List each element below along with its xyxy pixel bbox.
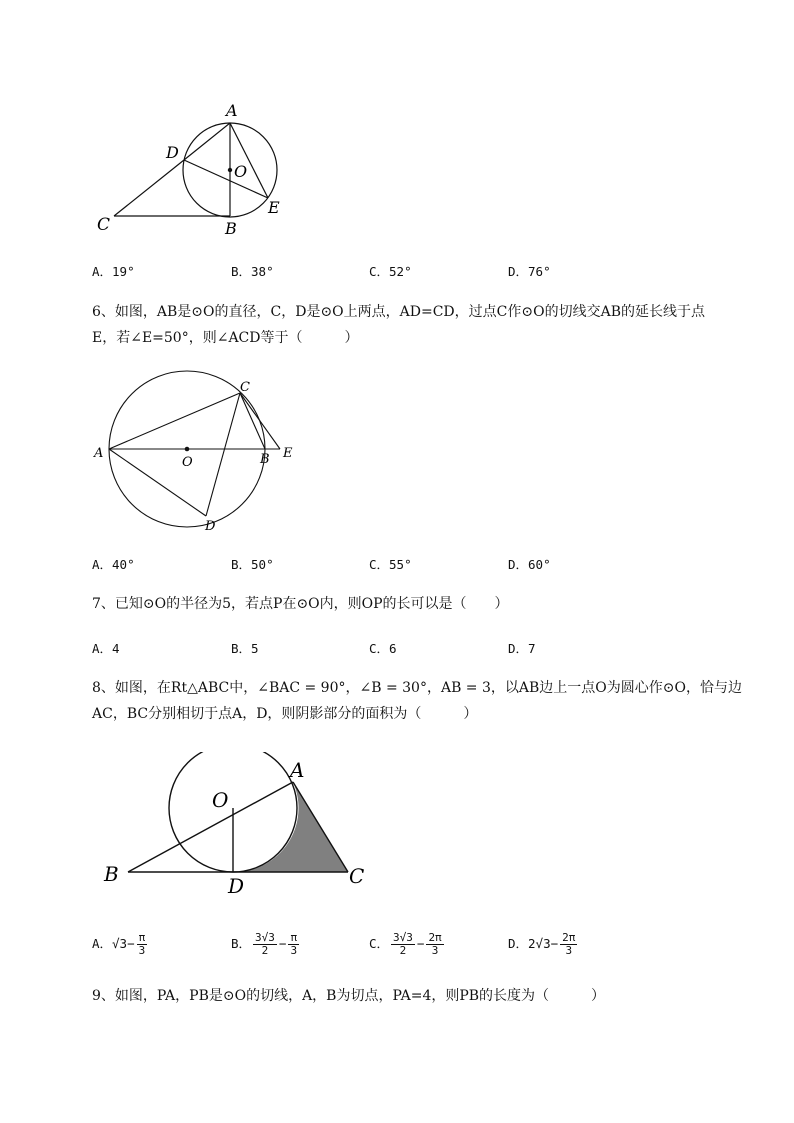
option-b-fraction-1 [253, 932, 277, 957]
option-a[interactable]: A．4 [92, 641, 120, 656]
segment-a-c [109, 393, 240, 449]
question-8-line-1: 8、如图，在Rt△ABC中，∠BAC = 90°，∠B = 30°，AB = 3，以AB边上一点O为圆心作⊙O，恰与边 [92, 680, 742, 696]
option-c-minus: − [416, 936, 425, 951]
option-d[interactable]: D．7 [508, 641, 536, 656]
question-7 [92, 591, 742, 617]
question-6-line-2: E，若∠E=50°，则∠ACD等于（ ） [92, 330, 359, 346]
option-d-root: 2√3 [528, 936, 551, 951]
option-d-fraction [560, 932, 577, 957]
option-c-fraction-2 [426, 932, 443, 957]
q6-options [92, 555, 692, 575]
label-o: O [212, 788, 229, 812]
segment-a-e [230, 123, 268, 198]
label-c: C [97, 215, 111, 235]
figure-q6 [88, 366, 308, 536]
label-o: O [234, 162, 248, 181]
option-c-fraction-1 [391, 932, 415, 957]
option-b[interactable]: B．50° [231, 557, 274, 572]
label-b: B [260, 452, 270, 467]
denominator: 3 [431, 944, 439, 957]
denominator: 3 [138, 944, 146, 957]
q7-options [92, 639, 692, 659]
segment-d-e [184, 160, 268, 198]
question-8-line-2: AC，BC分别相切于点A，D，则阴影部分的面积为（ ） [92, 706, 478, 722]
denominator: 3 [565, 944, 573, 957]
denominator: 2 [399, 944, 407, 957]
label-d: D [205, 519, 216, 534]
label-a: A [94, 446, 104, 461]
numerator: π [138, 931, 146, 944]
denominator: 3 [290, 944, 298, 957]
option-d[interactable]: D．60° [508, 557, 551, 572]
shaded-region [233, 782, 348, 872]
tangent-c-e [240, 393, 280, 449]
option-a-fraction [137, 932, 148, 957]
numerator: 3√3 [255, 931, 275, 944]
option-d[interactable]: D．76° [508, 264, 551, 279]
label-d: D [166, 143, 179, 162]
option-b[interactable]: B．5 [231, 641, 259, 656]
numerator: π [290, 931, 298, 944]
label-a: A [226, 101, 238, 120]
option-b[interactable] [231, 932, 301, 957]
option-b-prefix: B． [231, 936, 252, 951]
option-a[interactable] [92, 932, 149, 957]
figure-q8 [98, 752, 388, 902]
label-e: E [283, 446, 293, 461]
segment-b-a [128, 782, 293, 872]
option-c[interactable]: C．55° [369, 557, 412, 572]
label-c: C [349, 864, 365, 888]
center-dot [228, 168, 232, 172]
denominator: 2 [261, 944, 269, 957]
segment-c-d [206, 393, 240, 516]
option-a[interactable]: A．19° [92, 264, 135, 279]
option-d-prefix: D． [508, 936, 529, 951]
question-7-text: 7、已知⊙O的半径为5，若点P在⊙O内，则OP的长可以是（ ） [92, 596, 509, 612]
option-c[interactable]: C．52° [369, 264, 412, 279]
option-b-fraction-2 [288, 932, 299, 957]
option-b[interactable]: B．38° [231, 264, 274, 279]
segment-c-d [114, 160, 184, 216]
question-6-line-1: 6、如图，AB是⊙O的直径，C，D是⊙O上两点，AD=CD，过点C作⊙O的切线交AB的延长线于点 [92, 304, 705, 320]
option-c[interactable]: C．6 [369, 641, 397, 656]
label-o: O [182, 455, 193, 470]
label-d: D [228, 874, 245, 898]
question-9 [92, 983, 742, 1009]
center-dot [185, 447, 190, 452]
label-c: C [240, 380, 250, 395]
q8-options [92, 928, 712, 968]
option-a-root: √3 [112, 936, 128, 951]
figure-q5 [92, 98, 312, 243]
question-9-text: 9、如图，PA，PB是⊙O的切线，A，B为切点，PA=4，则PB的长度为（ ） [92, 988, 606, 1004]
q5-options [92, 262, 692, 282]
question-8 [92, 675, 742, 727]
option-c[interactable] [369, 932, 446, 957]
option-a-prefix: A． [92, 936, 113, 951]
option-d-minus: − [550, 936, 559, 951]
option-a[interactable]: A．40° [92, 557, 135, 572]
question-6 [92, 299, 742, 351]
label-b: B [104, 862, 119, 886]
option-c-prefix: C． [369, 936, 390, 951]
segment-c-b [240, 393, 265, 449]
label-b: B [225, 219, 237, 238]
numerator: 2π [428, 931, 442, 944]
option-d[interactable] [508, 932, 579, 957]
numerator: 2π [562, 931, 576, 944]
numerator: 3√3 [393, 931, 413, 944]
label-a: A [290, 758, 305, 782]
label-e: E [268, 198, 280, 217]
option-b-minus: − [278, 936, 287, 951]
option-a-minus: − [127, 936, 135, 951]
